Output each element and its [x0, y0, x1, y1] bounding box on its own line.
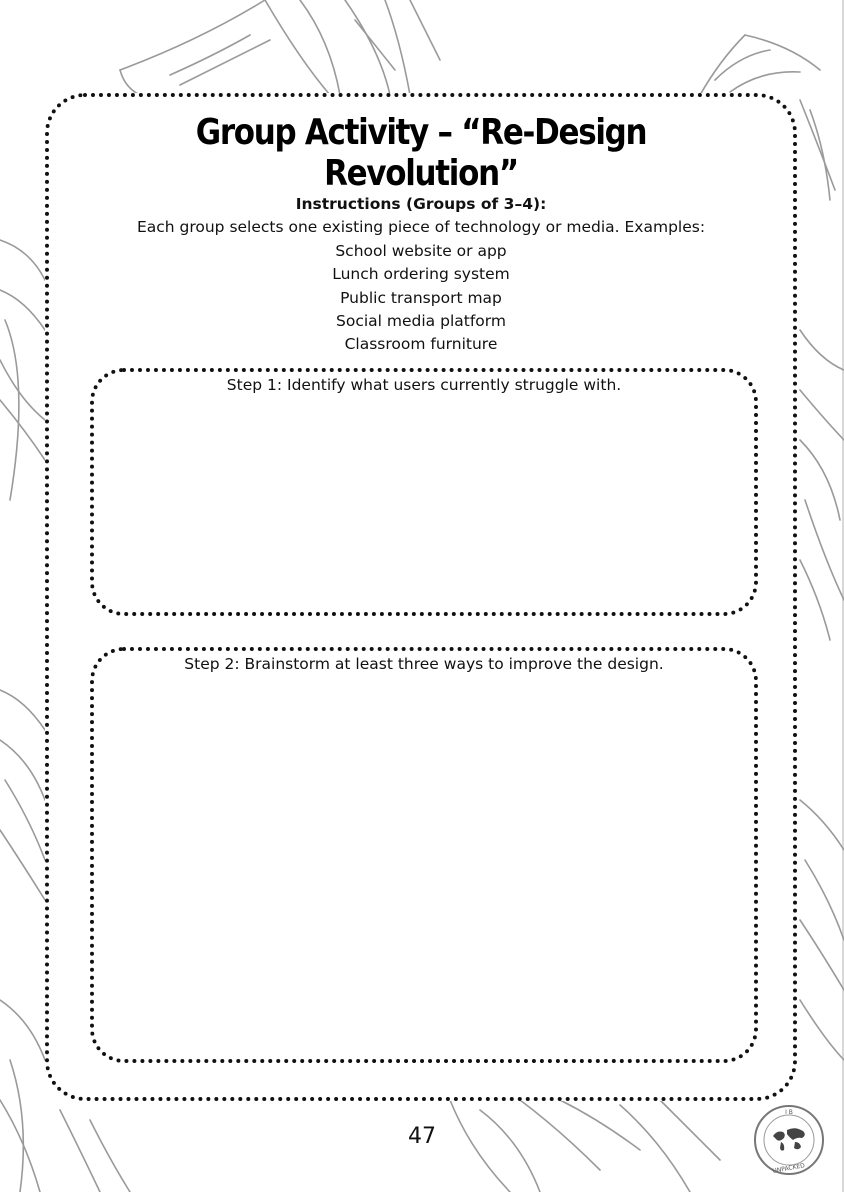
instructions-heading: Instructions (Groups of 3–4): — [295, 195, 547, 213]
step-1-label: Step 1: Identify what users currently struggle with. — [226, 376, 622, 394]
example-item: Classroom furniture — [344, 335, 498, 354]
step-2-answer-box[interactable] — [90, 647, 758, 1063]
instructions-intro: Each group selects one existing piece of technology or media. Examples: — [136, 218, 706, 237]
instructions-block — [45, 193, 797, 357]
page-number: 47 — [408, 1124, 436, 1149]
page-title: Group Activity – “Re-Design Revolution” — [195, 112, 647, 194]
step-2-label: Step 2: Brainstorm at least three ways to improve the design. — [184, 655, 664, 673]
svg-text:I B: I B — [785, 1109, 793, 1116]
example-item: Public transport map — [340, 288, 502, 307]
example-item: Lunch ordering system — [332, 265, 510, 284]
world-map-badge-icon — [753, 1104, 825, 1176]
svg-text:UNPACKED: UNPACKED — [772, 1162, 806, 1175]
example-item: Social media platform — [336, 312, 506, 331]
step-1-answer-box[interactable] — [90, 368, 758, 616]
example-item: School website or app — [335, 241, 507, 260]
